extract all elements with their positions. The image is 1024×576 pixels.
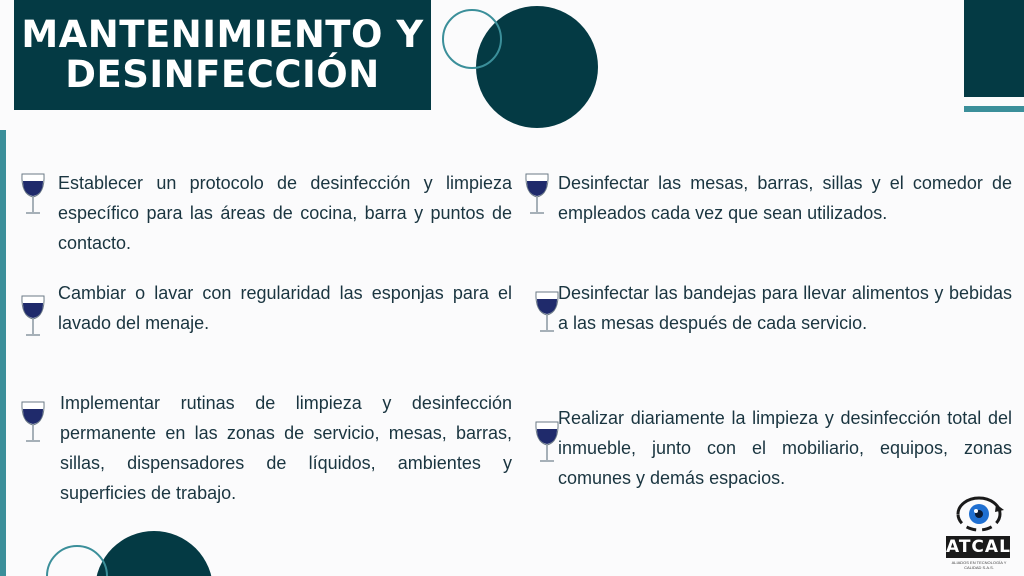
- list-item-text: Desinfectar las bandejas para llevar alimentos y bebidas a las mesas después de cada servicio.: [558, 283, 1012, 333]
- title-banner: [14, 0, 431, 110]
- slide-title-line-1: MANTENIMIENTO Y: [21, 13, 424, 56]
- logo-tagline: ALIADOS EN TECNOLOGÍA Y CALIDAD S.A.S.: [951, 560, 1007, 570]
- list-item-text: Cambiar o lavar con regularidad las esponjas para el lavado del menaje.: [58, 283, 512, 333]
- logo-wordmark: ATCAL: [946, 537, 1011, 557]
- list-item-text: Realizar diariamente la limpieza y desinfección total del inmueble, junto con el mobiliario, equipos, zonas comunes y demás espacios.: [558, 408, 1012, 488]
- left-accent-bar: [0, 130, 6, 576]
- list-item-text: Establecer un protocolo de desinfección y limpieza específico para las áreas de cocina, barra y puntos de contacto.: [58, 173, 512, 253]
- list-item-text: Implementar rutinas de limpieza y desinfección permanente en las zonas de servicio, mesas, barras, sillas, dispensadores de líquidos, ambientes y superficies de trabajo.: [60, 393, 512, 503]
- wine-glass-icon: [534, 290, 560, 334]
- corner-accent-line: [964, 106, 1024, 112]
- wine-glass-icon: [20, 294, 46, 338]
- wine-glass-icon: [20, 172, 46, 216]
- decorative-ring-bottom: [46, 545, 108, 576]
- decorative-circle-bottom: [95, 531, 213, 576]
- slide-title-line-2: DESINFECCIÓN: [65, 53, 380, 96]
- wine-glass-icon: [20, 400, 46, 444]
- wine-glass-icon: [524, 172, 550, 216]
- list-item-text: Desinfectar las mesas, barras, sillas y el comedor de empleados cada vez que sean utilizados.: [558, 173, 1012, 223]
- wine-glass-icon: [534, 420, 560, 464]
- decorative-ring-top: [442, 9, 502, 69]
- atcal-eye-logo-icon: [944, 492, 1014, 536]
- corner-block: [964, 0, 1024, 97]
